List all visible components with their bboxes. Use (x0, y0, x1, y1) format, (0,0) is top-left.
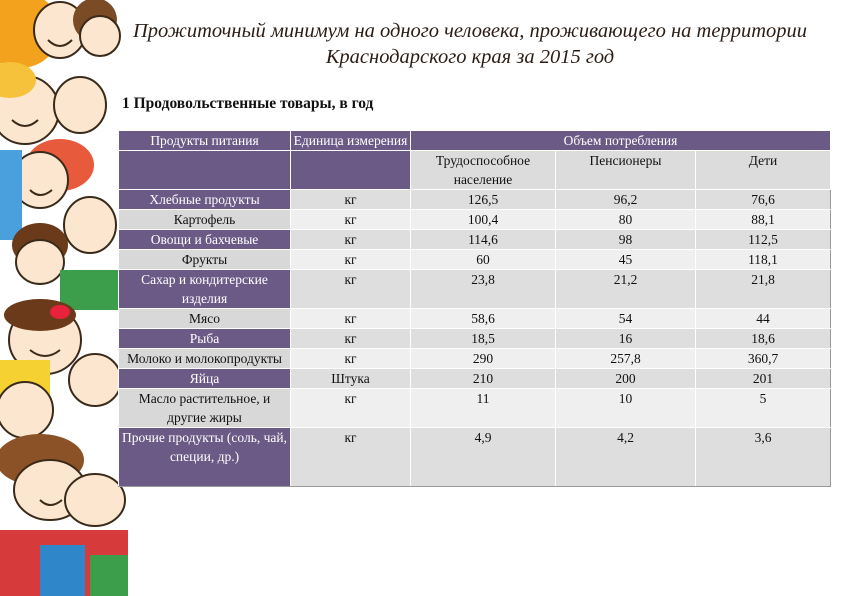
row-children: 112,5 (696, 230, 831, 250)
row-unit: кг (291, 190, 411, 210)
row-pensioners: 200 (556, 369, 696, 389)
row-pensioners: 16 (556, 329, 696, 349)
row-working: 18,5 (411, 329, 556, 349)
row-unit: кг (291, 230, 411, 250)
row-children: 3,6 (696, 428, 831, 487)
table-row (119, 329, 831, 349)
table-row (119, 270, 831, 309)
row-children: 360,7 (696, 349, 831, 369)
row-unit: Штука (291, 369, 411, 389)
header-pensioners: Пенсионеры (556, 151, 696, 190)
row-unit: кг (291, 389, 411, 428)
page-title: Прожиточный минимум на одного человека, проживающего на территории Краснодарского края за 2015 год (132, 20, 808, 68)
table-row (119, 210, 831, 230)
table-row (119, 309, 831, 329)
row-children: 118,1 (696, 250, 831, 270)
row-product: Картофель (119, 210, 291, 230)
header-consumption: Объем потребления (411, 131, 831, 151)
header-product-spacer (119, 151, 291, 190)
table-row (119, 428, 831, 487)
row-working: 58,6 (411, 309, 556, 329)
row-product: Масло растительное, и другие жиры (119, 389, 291, 428)
row-pensioners: 98 (556, 230, 696, 250)
row-product: Хлебные продукты (119, 190, 291, 210)
row-product: Мясо (119, 309, 291, 329)
table-row (119, 389, 831, 428)
row-children: 44 (696, 309, 831, 329)
row-unit: кг (291, 349, 411, 369)
row-working: 100,4 (411, 210, 556, 230)
table-row (119, 230, 831, 250)
row-product: Рыба (119, 329, 291, 349)
row-pensioners: 10 (556, 389, 696, 428)
section-subtitle: 1 Продовольственные товары, в год (122, 95, 374, 112)
table-row (119, 250, 831, 270)
row-children: 5 (696, 389, 831, 428)
row-pensioners: 4,2 (556, 428, 696, 487)
table-row (119, 349, 831, 369)
header-unit (291, 131, 411, 151)
row-working: 114,6 (411, 230, 556, 250)
row-product: Прочие продукты (соль, чай, специи, др.) (119, 428, 291, 487)
header-working: Трудоспособное население (411, 151, 556, 190)
row-pensioners: 80 (556, 210, 696, 230)
row-children: 76,6 (696, 190, 831, 210)
row-pensioners: 54 (556, 309, 696, 329)
row-pensioners: 45 (556, 250, 696, 270)
row-unit: кг (291, 329, 411, 349)
row-unit: кг (291, 270, 411, 309)
table-row (119, 369, 831, 389)
row-product: Яйца (119, 369, 291, 389)
row-pensioners: 96,2 (556, 190, 696, 210)
header-product: Продукты питания (119, 131, 291, 151)
row-unit: кг (291, 210, 411, 230)
row-working: 126,5 (411, 190, 556, 210)
row-working: 4,9 (411, 428, 556, 487)
food-consumption-table (118, 130, 831, 487)
row-working: 210 (411, 369, 556, 389)
cartoon-children-decoration (0, 0, 128, 596)
row-working: 23,8 (411, 270, 556, 309)
row-children: 21,8 (696, 270, 831, 309)
row-product: Овощи и бахчевые (119, 230, 291, 250)
row-product: Сахар и кондитерские изделия (119, 270, 291, 309)
header-unit-spacer (291, 151, 411, 190)
header-unit-label: Единица измерения (293, 133, 408, 148)
row-children: 18,6 (696, 329, 831, 349)
row-unit: кг (291, 309, 411, 329)
row-product: Молоко и молокопродукты (119, 349, 291, 369)
row-children: 201 (696, 369, 831, 389)
row-unit: кг (291, 428, 411, 487)
row-unit: кг (291, 250, 411, 270)
row-working: 11 (411, 389, 556, 428)
row-children: 88,1 (696, 210, 831, 230)
row-pensioners: 257,8 (556, 349, 696, 369)
table-subheader-row (119, 151, 831, 190)
row-pensioners: 21,2 (556, 270, 696, 309)
row-product: Фрукты (119, 250, 291, 270)
table-row (119, 190, 831, 210)
table-header-row (119, 131, 831, 151)
header-children: Дети (696, 151, 831, 190)
row-working: 290 (411, 349, 556, 369)
row-working: 60 (411, 250, 556, 270)
